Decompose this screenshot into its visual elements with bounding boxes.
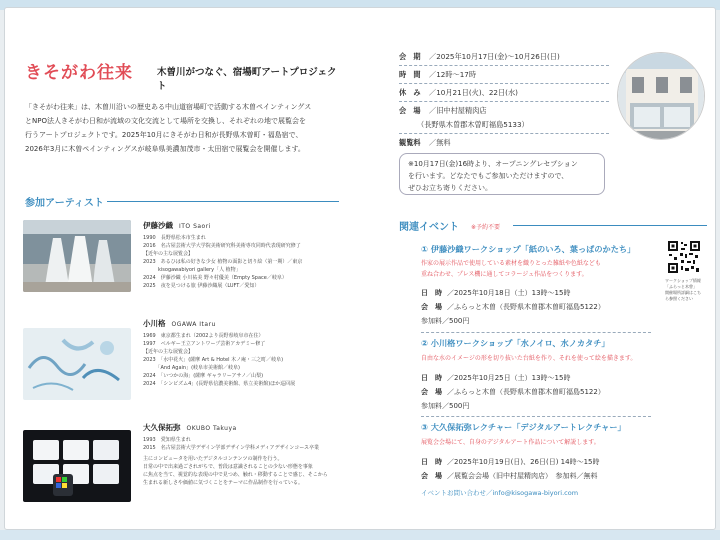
artist-roman-name: ITO Saori xyxy=(179,223,211,230)
reception-note: ※10月17日(金)16時より、オープニングレセプション を行います。どなたでもご参加いただけますので、 ぜひお立ち寄りください。 xyxy=(399,153,605,195)
event-value: ／ふらっと木曽（長野県木曽郡木曽町福島5122） xyxy=(447,303,605,311)
artist-bio: 1993 愛知県生まれ 2015 名古屋芸術大学デザイン学部デザイン学科メディアデザインコース卒業 xyxy=(143,437,320,451)
artist-name-text: 大久保拓弥 xyxy=(143,423,181,432)
event-divider xyxy=(421,416,651,417)
event-key: 会 場 xyxy=(421,472,442,480)
info-row-hours xyxy=(399,70,476,80)
qr-code[interactable] xyxy=(667,240,701,274)
info-key: 会 期 xyxy=(399,52,421,61)
intro-text xyxy=(25,100,329,156)
artist-name-text: 伊藤沙織 xyxy=(143,221,173,230)
left-column xyxy=(21,8,339,531)
event-fee: 参加料／500円 xyxy=(421,317,470,325)
artist-name xyxy=(143,422,339,433)
brochure-page xyxy=(4,7,716,530)
info-value: ／無料 xyxy=(429,138,451,147)
event-venue xyxy=(421,302,605,312)
artist-info-ito xyxy=(143,220,339,290)
info-value: ／旧中村屋精肉店 xyxy=(429,106,487,115)
artist-photo-ogawa xyxy=(23,328,131,400)
intro-line: 2026年3月に木曽ペインティングスが岐阜県美濃加茂市・太田宿で展覧会を開催します。 xyxy=(25,145,305,153)
info-row-address xyxy=(417,120,529,130)
info-divider xyxy=(399,83,609,84)
artist-name xyxy=(143,220,339,231)
event-date xyxy=(421,288,570,298)
artist-card-ogawa xyxy=(23,318,339,408)
intro-line: 行うアートプロジェクトです。2025年10月にきそがわ日和が長野県木曽町・福島宿で、 xyxy=(25,131,303,139)
event-key: 日 時 xyxy=(421,458,442,466)
info-row-venue xyxy=(399,106,487,116)
artist-card-ito xyxy=(23,220,339,310)
event-date xyxy=(421,457,600,467)
event-value: ／2025年10月18日（土）13時〜15時 xyxy=(447,289,571,297)
event-key: 会 場 xyxy=(421,388,442,396)
info-divider xyxy=(399,65,609,66)
contact-email[interactable]: イベントお問い合わせ／info@kisogawa-biyori.com xyxy=(421,489,579,497)
venue-photo xyxy=(617,52,705,140)
event-value: ／2025年10月19日(日)、26日(日) 14時〜15時 xyxy=(447,458,600,466)
info-row-period xyxy=(399,52,560,62)
info-divider xyxy=(399,101,609,102)
qr-caption: ワークショップ情報 「ふらっと木曽」 開催場所詳細はこち ら参照ください xyxy=(665,278,701,301)
event-description: 展覧会会場にて、自身のデジタルアート作品について解説します。 xyxy=(421,439,600,446)
intro-line: とNPO法人きそがわ日和が流域の文化交流として場所を交換し、それぞれの地で展覧会を xyxy=(25,117,306,125)
artist-name-text: 小川格 xyxy=(143,319,166,328)
right-column xyxy=(399,8,707,531)
event-venue xyxy=(421,387,605,397)
event-title: ③ 大久保拓弥レクチャー「デジタルアートレクチャー」 xyxy=(421,422,626,432)
event-key: 日 時 xyxy=(421,289,442,297)
event-value: ／展覧会会場（旧中村屋精肉店） 参加料／無料 xyxy=(447,472,598,480)
event-key: 日 時 xyxy=(421,374,442,382)
info-key: 観覧料 xyxy=(399,138,421,147)
event-description: 作家の展示作品で使用している素材を織りとった雑紙や色紙なども 重ね合わせ、プレス機に通してコラージュ作品をつくります。 xyxy=(421,260,601,278)
event-venue xyxy=(421,471,598,481)
artist-card-okubo xyxy=(23,422,339,522)
events-heading-rule xyxy=(513,225,707,226)
frame-bottom xyxy=(0,530,720,540)
info-value: ／10月21日(火)、22日(水) xyxy=(429,88,518,97)
event-divider xyxy=(421,332,651,333)
info-row-closed xyxy=(399,88,518,98)
artist-photo-okubo xyxy=(23,430,131,502)
events-heading: 関連イベント xyxy=(399,222,459,233)
event-title: ① 伊藤沙織ワークショップ「紙のいろ、葉っぱのかたち」 xyxy=(421,244,636,254)
artists-heading: 参加アーティスト xyxy=(25,198,104,209)
page-subtitle: 木曽川がつなぐ、宿場町アートプロジェクト xyxy=(157,67,337,92)
info-divider xyxy=(399,133,609,134)
artist-photo-ito xyxy=(23,220,131,292)
info-key: 時 間 xyxy=(399,70,421,79)
event-value: ／ふらっと木曽（長野県木曽郡木曽町福島5122） xyxy=(447,388,605,396)
info-value: （長野県木曽郡木曽町福島5133） xyxy=(417,120,529,129)
intro-line: 「きそがわ往来」は、木曽川沿いの歴史ある中山道宿場町で活動する木曽ペインティングス xyxy=(25,103,312,111)
info-key: 会 場 xyxy=(399,106,421,115)
events-note: ※予約不要 xyxy=(471,224,501,231)
event-description: 自由な水のイメージの形を切り抜いた台紙を作り、それを使って絵を描きます。 xyxy=(421,355,637,362)
artists-heading-rule xyxy=(107,201,339,202)
artist-info-okubo xyxy=(143,422,339,487)
event-title: ② 小川格ワークショップ「水ノイロ、水ノカタチ」 xyxy=(421,338,610,348)
info-value: ／12時〜17時 xyxy=(429,70,477,79)
artist-info-ogawa xyxy=(143,318,339,388)
info-value: ／2025年10月17日(金)〜10月26日(日) xyxy=(429,52,560,61)
event-value: ／2025年10月25日（土）13時〜15時 xyxy=(447,374,571,382)
artist-roman-name: OKUBO Takuya xyxy=(186,425,237,432)
info-key: 休 み xyxy=(399,88,421,97)
artist-bio: 1990 長野県松本市生まれ 2016 名古屋芸術大学大学院美術研究科美術専攻同時代表現研究修了 【近年の主な展覧会】 2023 あるひは私の好きな少女 植物の面影と切り絵（第一期）／東京 kisogawabiyori gallery「人 植物」 2024 伊藤沙織 小川祐美 野々村優美（Empty Space／岐阜） 2025 夜を見つける旅 伊藤沙織展（LUFT／愛知） xyxy=(143,235,303,289)
artist-roman-name: OGAWA Itaru xyxy=(171,321,216,328)
event-date xyxy=(421,373,570,383)
artist-description: 主にコンピュータを用いたデジタルコンテンツの制作を行う。 日常の中で出来過ごされがちで、普段は意識されることの少ない形態を事象 に焦点を当て、視覚的な表現の中で見つめ、触れ・移動することで感じ、そこから 生まれる新しさや価値に気づくことをテーマに作品制作を行っている。 xyxy=(143,456,328,486)
artist-bio: 1969 東京都生まれ（2002より長野県岐阜市在住） 1997 ベルギー王立アントワープ芸術アカデミー修了 【近年の主な展覧会】 2023 「水中花火」(薩摩 Art & Hotel 木ノ庵・三之町／岐阜) 「And Again」(岐阜市美術館／岐阜) 2024 「いつかの海」(薩摩 ギャラリーアサノ／山梨) 2024 「シンビズム4」(長野県信濃美術館、県立美術館)ほか巡回展 xyxy=(143,333,296,387)
event-fee: 参加料／500円 xyxy=(421,402,470,410)
info-row-admission xyxy=(399,138,451,148)
event-key: 会 場 xyxy=(421,303,442,311)
page-title: きそがわ往来 xyxy=(25,63,133,83)
artist-name xyxy=(143,318,339,329)
